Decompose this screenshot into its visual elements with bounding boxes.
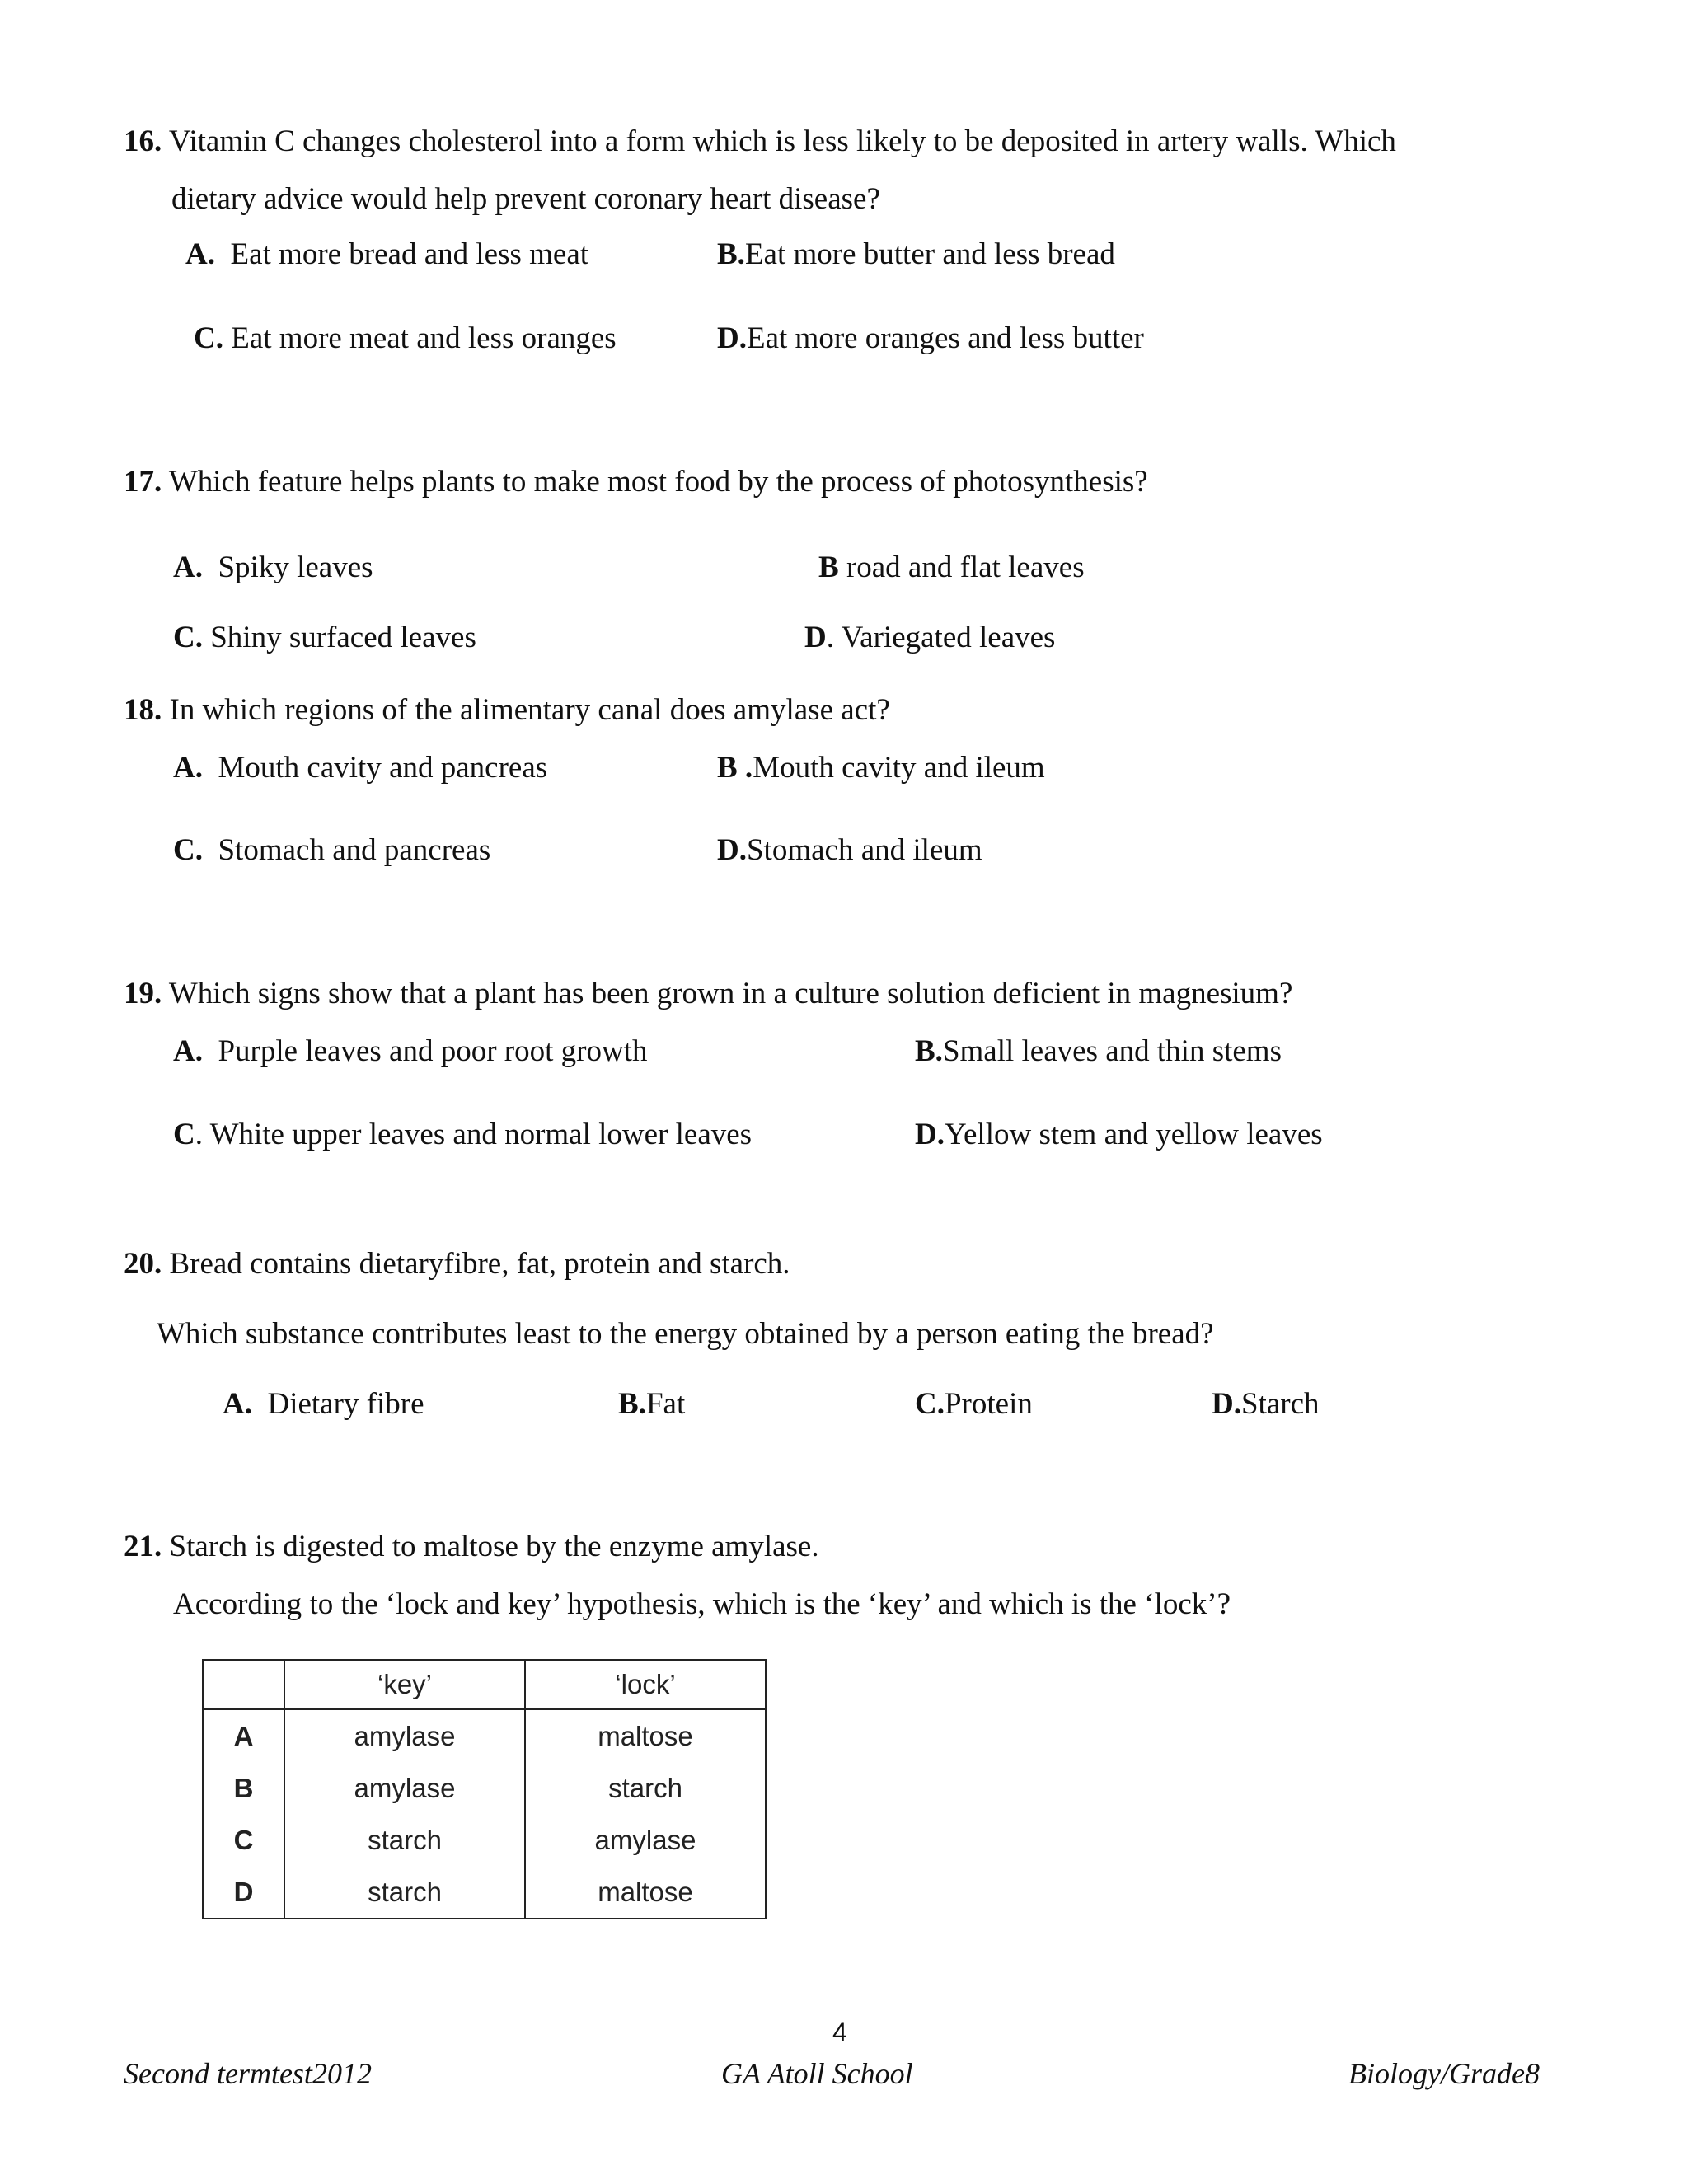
question-21-line-2: According to the ‘lock and key’ hypothesis, which is the ‘key’ and which is the ‘lock’? bbox=[173, 1587, 1231, 1621]
lock-cell: maltose bbox=[525, 1866, 766, 1919]
row-letter: D bbox=[203, 1866, 284, 1919]
question-16-line-2: dietary advice would help prevent coronary heart disease? bbox=[171, 182, 880, 216]
row-letter: A bbox=[203, 1709, 284, 1762]
q19-option-d: D.Yellow stem and yellow leaves bbox=[915, 1118, 1323, 1151]
table-row bbox=[203, 1814, 766, 1866]
table-header-lock: ‘lock’ bbox=[525, 1660, 766, 1709]
q19-option-a: A. Purple leaves and poor root growth bbox=[173, 1034, 648, 1068]
page-number: 4 bbox=[832, 2018, 847, 2047]
key-cell: starch bbox=[284, 1814, 525, 1866]
table-header-key: ‘key’ bbox=[284, 1660, 525, 1709]
q17-option-a: A. Spiky leaves bbox=[173, 551, 373, 584]
q16-option-d: D.Eat more oranges and less butter bbox=[717, 321, 1144, 355]
question-number: 20. bbox=[124, 1247, 162, 1281]
question-text: Which signs show that a plant has been grown in a culture solution deficient in magnesium? bbox=[168, 977, 1293, 1010]
table-header-row bbox=[203, 1660, 766, 1709]
table-header-cell bbox=[203, 1660, 284, 1709]
q17-option-b: B road and flat leaves bbox=[818, 551, 1085, 584]
question-19-line-1 bbox=[124, 978, 1292, 1009]
q20-option-c: C.Protein bbox=[915, 1387, 1033, 1421]
q19-option-b: B.Small leaves and thin stems bbox=[915, 1034, 1282, 1068]
footer-right: Biology/Grade8 bbox=[1348, 2057, 1540, 2090]
key-cell: amylase bbox=[284, 1709, 525, 1762]
row-letter: B bbox=[203, 1762, 284, 1814]
question-text: Which feature helps plants to make most food by the process of photosynthesis? bbox=[168, 465, 1148, 499]
q18-option-c: C. Stomach and pancreas bbox=[173, 833, 491, 867]
question-number: 17. bbox=[124, 465, 162, 499]
q19-option-c: C. White upper leaves and normal lower leaves bbox=[173, 1118, 753, 1151]
q18-option-d: D.Stomach and ileum bbox=[717, 833, 982, 867]
table-row bbox=[203, 1709, 766, 1762]
lock-cell: maltose bbox=[525, 1709, 766, 1762]
lock-key-table bbox=[202, 1659, 767, 1919]
question-number: 18. bbox=[124, 693, 162, 727]
q20-option-d: D.Starch bbox=[1212, 1387, 1320, 1421]
q16-option-b: B.Eat more butter and less bread bbox=[717, 237, 1115, 271]
lock-cell: amylase bbox=[525, 1814, 766, 1866]
question-number: 16. bbox=[124, 124, 162, 158]
question-text: Starch is digested to maltose by the enzyme amylase. bbox=[169, 1530, 819, 1563]
q18-option-a: A. Mouth cavity and pancreas bbox=[173, 751, 548, 785]
q20-option-b: B.Fat bbox=[618, 1387, 686, 1421]
q17-option-d: D. Variegated leaves bbox=[804, 621, 1056, 654]
question-20-line-1 bbox=[124, 1249, 790, 1279]
question-text: Bread contains dietaryfibre, fat, protein and starch. bbox=[169, 1247, 790, 1281]
table-row bbox=[203, 1762, 766, 1814]
key-cell: starch bbox=[284, 1866, 525, 1919]
question-17-line-1 bbox=[124, 466, 1148, 497]
key-cell: amylase bbox=[284, 1762, 525, 1814]
question-16-line-1 bbox=[124, 126, 1396, 157]
question-text: In which regions of the alimentary canal does amylase act? bbox=[169, 693, 890, 727]
footer-left: Second termtest2012 bbox=[124, 2057, 372, 2090]
table-row bbox=[203, 1866, 766, 1919]
question-18-line-1 bbox=[124, 695, 890, 725]
footer-center: GA Atoll School bbox=[721, 2057, 913, 2090]
q16-option-c: C. Eat more meat and less oranges bbox=[194, 321, 617, 355]
question-text: Vitamin C changes cholesterol into a form which is less likely to be deposited in artery walls. Which bbox=[168, 124, 1396, 158]
q17-option-c: C. Shiny surfaced leaves bbox=[173, 621, 476, 654]
q16-option-a: A. Eat more bread and less meat bbox=[185, 237, 589, 271]
question-number: 21. bbox=[124, 1530, 162, 1563]
question-number: 19. bbox=[124, 977, 162, 1010]
q18-option-b: B .Mouth cavity and ileum bbox=[717, 751, 1045, 785]
row-letter: C bbox=[203, 1814, 284, 1866]
q20-option-a: A. Dietary fibre bbox=[223, 1387, 424, 1421]
lock-cell: starch bbox=[525, 1762, 766, 1814]
question-20-line-2: Which substance contributes least to the energy obtained by a person eating the bread? bbox=[157, 1317, 1214, 1351]
question-21-line-1 bbox=[124, 1531, 819, 1562]
